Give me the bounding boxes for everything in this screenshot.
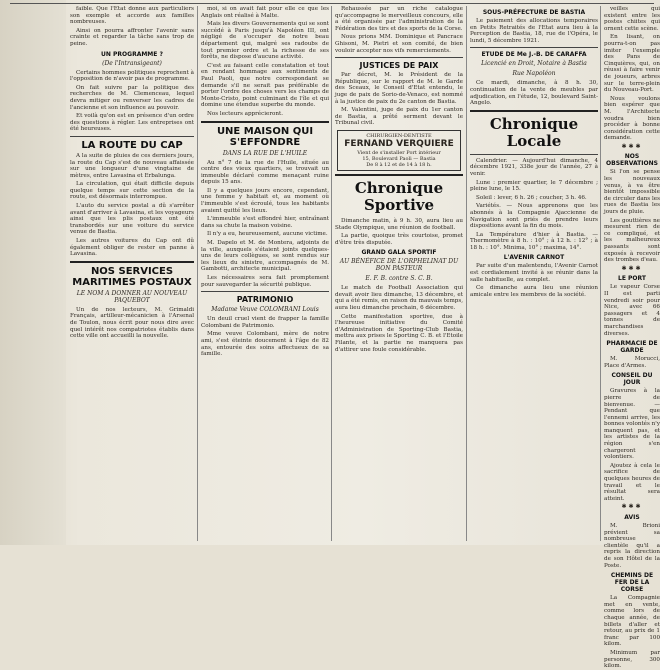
paragraph: La Compagnie met en vente, comme lors de chaque année, de billets d'aller et retour, au prix de 1 franc par 100 kilom. — [604, 595, 660, 648]
paragraph: veilles qui existent entre les postes chiites qui ornent cette scène. — [604, 6, 660, 32]
article-subheading: LE NOM A DONNER AU NOUVEAU PAQUEBOT — [76, 289, 188, 304]
paragraph: Un de nos lecteurs, M. Grimaldi Français, artilleur-mécanicien à l'Arsenal de Toulon, nous écrit pour nous dire avec quel intérêt nos compatriotes établis dans cette ville ont accueilli la nouvelle. — [70, 306, 194, 340]
divider — [201, 121, 329, 123]
article-heading: LA ROUTE DU CAP — [81, 139, 183, 151]
article-subheading: DANS LA RUE DE L'HUILE — [222, 149, 308, 157]
paragraph: Le paiement des allocations temporaires en Petits Retraités de l'Etat aura lieu à la Perception de Bastia, 18, rue de l'Opéra, le lundi, 5 décembre 1921. — [470, 18, 598, 44]
paragraph: Ce mardi, dimanche, à 8 h. 30, continuation de la vente de meubles par adjudication, en l'étude, 12, boulevard Saint-Angelo. — [470, 80, 598, 107]
paragraph: On fait suivre par la politique des recherches de M. Clemenceau, lequel devra mitiger ou renverser les cadres de l'ancienne et son influence au pouvoir. — [70, 84, 194, 111]
paragraph: La Température d'hier à Bastia. — Thermomètre à 8 h. : 10° ; à 12 h. : 12° ; à 18 h. : 10°. Minima, 10° ; maxima, 14°. — [470, 231, 598, 251]
paragraph: Certains hommes politiques reprochent à l'opposition de n'avoir pas de programme. — [70, 69, 194, 83]
article-subheading: (De l'Intransigeant) — [102, 59, 162, 67]
paragraph: Les nécessaires sera fait promptement pour sauvegarder la sécurité publique. — [201, 275, 329, 288]
ad-line: CHIRURGIEN-DENTISTE — [366, 132, 432, 139]
column-3 — [335, 6, 463, 541]
paragraph: Ce dimanche aura lieu une réunion amicale entre les membres de la société. — [470, 285, 598, 298]
article-heading: UN PROGRAMME ? — [101, 50, 163, 58]
divider — [335, 57, 463, 58]
divider — [470, 154, 598, 155]
paragraph: Mais les divers Gouvernements qui se sont succédé à Paris jusqu'à Napoléon III, ont négligé de s'occuper de notre beau département qui, malgré ses radoubs de tout premier ordre et la richesse de ses forêts, ne dispose d'aucune activité. — [201, 21, 329, 61]
article-heading: UNE MAISON QUI S'EFFONDRE — [216, 125, 314, 148]
column-2 — [201, 6, 329, 541]
paragraph: Cette manifestation sportive, due à l'heureuse initiative du Comité d'Administration de Sporting-Club Bastia, mettra aux prises le Sporting C. B. et l'Etoile Filante, et la partie ne manquera pas d'attirer une foule considérable. — [335, 313, 463, 353]
column-1 — [70, 6, 194, 541]
article-heading: SOUS-PRÉFECTURE DE BASTIA — [482, 9, 586, 16]
article-heading: PHARMACIE DE GARDE — [606, 340, 658, 355]
column-4 — [470, 6, 598, 541]
paragraph: Les autres voitures du Cap ont dû également obliger de rester en panne à Lavasina. — [70, 238, 194, 258]
article-subheading: Rue Napoléon — [512, 70, 556, 78]
top-rule — [10, 3, 654, 4]
paragraph: Nos lecteurs apprécieront. — [207, 110, 284, 117]
divider — [70, 136, 194, 137]
divider — [470, 110, 598, 112]
ad-line: Vient de s'installer Port intérieur — [357, 149, 441, 156]
article-heading: CONSEIL DU JOUR — [611, 372, 653, 387]
article-heading: L'AVENIR CARNOT — [503, 254, 565, 262]
paragraph: A la suite de pluies de ces derniers jours, la route du Cap s'est de nouveau affaissée sur une longueur d'une vingtaine de mètres, entre Lavasina et Erbalunga. — [70, 152, 194, 179]
article-heading: AVIS — [624, 514, 640, 521]
column-rule — [600, 6, 601, 541]
advertisement — [337, 130, 461, 171]
paragraph: Calendrier. — Aujourd'hui dimanche, 4 décembre 1921, 338e jour de l'année, 27 à venir. — [470, 157, 598, 177]
column-rule — [466, 6, 467, 541]
paragraph: Par suite d'un malentendu, l'Avenir Carnot est cordialement invité à se réunir dans la salle habituelle, au complet. — [470, 263, 598, 283]
article-heading: NOS OBSERVATIONS — [606, 153, 658, 168]
paragraph: Et voilà qu'on est en présence d'un ordre des questions à régler. Les entreprises ont été heureuses. — [70, 113, 194, 133]
star-ornament-icon: ✱✱✱ — [621, 142, 643, 150]
paragraph: Dimanche matin, à 9 h. 30, aura lieu au Stade Olympique, une réunion de football. — [335, 217, 463, 231]
column-rule — [197, 6, 198, 541]
paragraph: La circulation, qui était difficile depuis quelque temps sur cette section de la route, est désormais interrompue. — [70, 181, 194, 201]
article-subheading: Madame Veuve COLOMBANI Louis — [211, 306, 319, 314]
star-ornament-icon: ✱✱✱ — [621, 503, 643, 511]
article-subheading: Licencié en Droit, Notaire à Bastia — [481, 60, 587, 68]
section-heading: Chronique Locale — [489, 114, 579, 150]
paragraph: Ainsi on pourra affronter l'avenir sans crainte et regarder la tâche sans trop de peine. — [70, 27, 194, 47]
paragraph: Si l'on se pense les nouveaux venus, à va être bientôt impossible de circuler dans les rues de Bastia les jours de pluie. — [604, 169, 660, 216]
paragraph: M. Morucci, Place d'Armes. — [604, 356, 660, 369]
paragraph: L'immeuble s'est effondré hier, entraînant dans sa chute la maison voisine. — [201, 216, 329, 229]
article-heading: LE PORT — [618, 275, 646, 283]
paragraph: M. Valentini, juge de paix du 1er canton de Bastia, a prêté serment devant le Tribunal civil. — [335, 107, 463, 127]
star-ornament-icon: ✱✱✱ — [621, 264, 643, 272]
paragraph: Il n'y a eu, heureusement, aucune victime. — [207, 231, 328, 238]
article-subheading: AU BÉNÉFICE DE L'ORPHELINAT DU BON PASTEUR — [339, 258, 459, 273]
paragraph: M. Dapelo et M. de Montera, adjoints de la ville, auxquels s'étaient joints quelques-uns de leurs collègues, se sont rendus sur les lieux du sinistre, accompagnés de M. Gambotti, architecte municipal. — [201, 240, 329, 273]
paragraph: L'auto du service postal a dû s'arrêter avant d'arriver à Lavasina, et les voyageurs ainsi que les plis postaux ont été transbordés sur une voiture du service venue de Bastia. — [70, 203, 194, 236]
paragraph: Variétés. — Nous apprenons que les abonnés à la Compagnie Ajaccienne de Navigation sont priés de prendre leurs dispositions avant la fin du mois. — [470, 203, 598, 230]
divider — [335, 174, 463, 176]
divider — [470, 47, 598, 48]
paragraph: Le match de Football Association qui devait avoir lieu dimanche, 13 décembre, et qui a été remis, en raison du mauvais temps, aura lieu dimanche prochain, 6 décembre. — [335, 285, 463, 312]
paragraph: faible. Que l'Etat donne aux particuliers son exemple et accorde aux familles nombreuses. — [70, 6, 194, 26]
paragraph: Le vapeur Corse II est parti vendredi soir pour Nice, avec 66 passagers et 4 tonnes de marchandises diverses. — [604, 284, 660, 337]
ad-line: De 8 à 12 et de 14 à 18 h. — [366, 161, 432, 168]
paragraph: Mme veuve Colombani, mère de notre ami, s'est éteinte doucement à l'âge de 82 ans, entourée des soins affectueux de sa famille. — [201, 331, 329, 358]
column-rule — [331, 6, 332, 541]
paragraph: Les gouttières ne mesurent rien de ce compliqué, et les malheureux passants sont exposés à recevoir des trombes d'eau. — [604, 217, 660, 264]
paragraph: Ajoutez à cela le sacrifice de quelques heures de travail et le résultat sera atteint. — [604, 462, 660, 502]
paragraph: moi, si on avait fait pour elle ce que les Anglais ont réalisé à Malte. — [201, 6, 329, 19]
article-heading: NOS SERVICES MARITIMES POSTAUX — [72, 265, 192, 288]
article-heading: CHEMINS DE FER DE LA CORSE — [610, 572, 654, 594]
article-heading: ETUDE DE Me J.-B. DE CARAFFA — [481, 51, 587, 59]
ad-name: FERNAND VERQUIERE — [344, 138, 454, 149]
paragraph: Un deuil cruel vient de frapper la famille Colombani de Patrimonio. — [201, 316, 329, 329]
page-margin — [0, 0, 66, 545]
divider — [201, 291, 329, 292]
article-heading: JUSTICES DE PAIX — [359, 61, 439, 71]
column-5 — [604, 6, 660, 670]
paragraph: Nous prions MM. Dominique et Pancrace Ghisoni, M. Pietri et son comité, de bien vouloir accepter nos vifs remerciements. — [335, 34, 463, 54]
paragraph: Rehaussée par un riche catalogue qu'accompagne le merveilleux concours, elle a été organisée par l'administration de la Fédération des tirs et des sports de la Corse. — [335, 6, 463, 32]
article-heading: PATRIMONIO — [236, 295, 294, 305]
divider — [70, 261, 194, 263]
paragraph: Par décret, M. le Président de la République, sur le rapport de M. le Garde des Sceaux, le Conseil d'Etat entendu, le juge de paix de Sorio-de-Venaco, est nommé à la justice de paix du 2e canton de Bastia. — [335, 72, 463, 105]
article-subheading: E. F. B. contre S. C. B. — [365, 275, 433, 283]
paragraph: Nous voulons bien espérer que M. l'Architecte voudra bien procéder à bonne considération cette demande. — [604, 95, 660, 142]
ad-line: 15, Boulevard Paoli — Bastia — [362, 155, 436, 162]
paragraph: Soleil : lever, 6 h. 26 ; coucher, 3 h. 46. — [476, 194, 587, 201]
paragraph: M. Brioni prévient sa nombreuse clientèle qu'il a repris la direction de son Hôtel de la Poste. — [604, 523, 660, 569]
section-heading: Chronique Sportive — [354, 178, 444, 214]
paragraph: Minimum par personne, 300 kilom. — [604, 649, 660, 670]
paragraph: C'est au faisant celle constatation et tout en rendant hommage aux sentiments de Paul Paoli, que notre correspondant se demande s'il ne serait pas préférable de porter l'ordre des choses vers les champs de Monte-Cristo, point culminant de l'île et qui domine une étendue superbe du monde. — [201, 62, 329, 109]
paragraph: En lisant, on pourra-t-on pas imiter l'exemple des Pans de Cinquières, qui, on réussi à faire venir de joueurs, arbres sur le terre-plein du Nouveau-Port. — [604, 34, 660, 94]
paragraph: Au n° 7 de la rue de l'Huile, située au centre des vieux quartiers, se trouvait un immeuble déclaré comme menaçant ruine depuis 15 ans. — [201, 159, 329, 186]
paragraph: La partie, quoique très courtoise, promet d'être très disputée. — [335, 233, 463, 246]
article-heading: GRAND GALA SPORTIF — [361, 249, 437, 257]
paragraph: Il y a quelques jours encore, cependant, une femme y habitait et, au moment où l'immeuble s'est écroulé, tous les habitants avaient quitté les lieux. — [201, 187, 329, 214]
paragraph: Lune : premier quartier, le 7 décembre ; pleine lune, le 15. — [470, 179, 598, 193]
paragraph: Gravures à la pierre de bienvenue. — Pendant que l'ennemi arrive, les bonnes volontés n'y manquent pas, et les artistes de la région s'en chargeront volontiers. — [604, 388, 660, 461]
